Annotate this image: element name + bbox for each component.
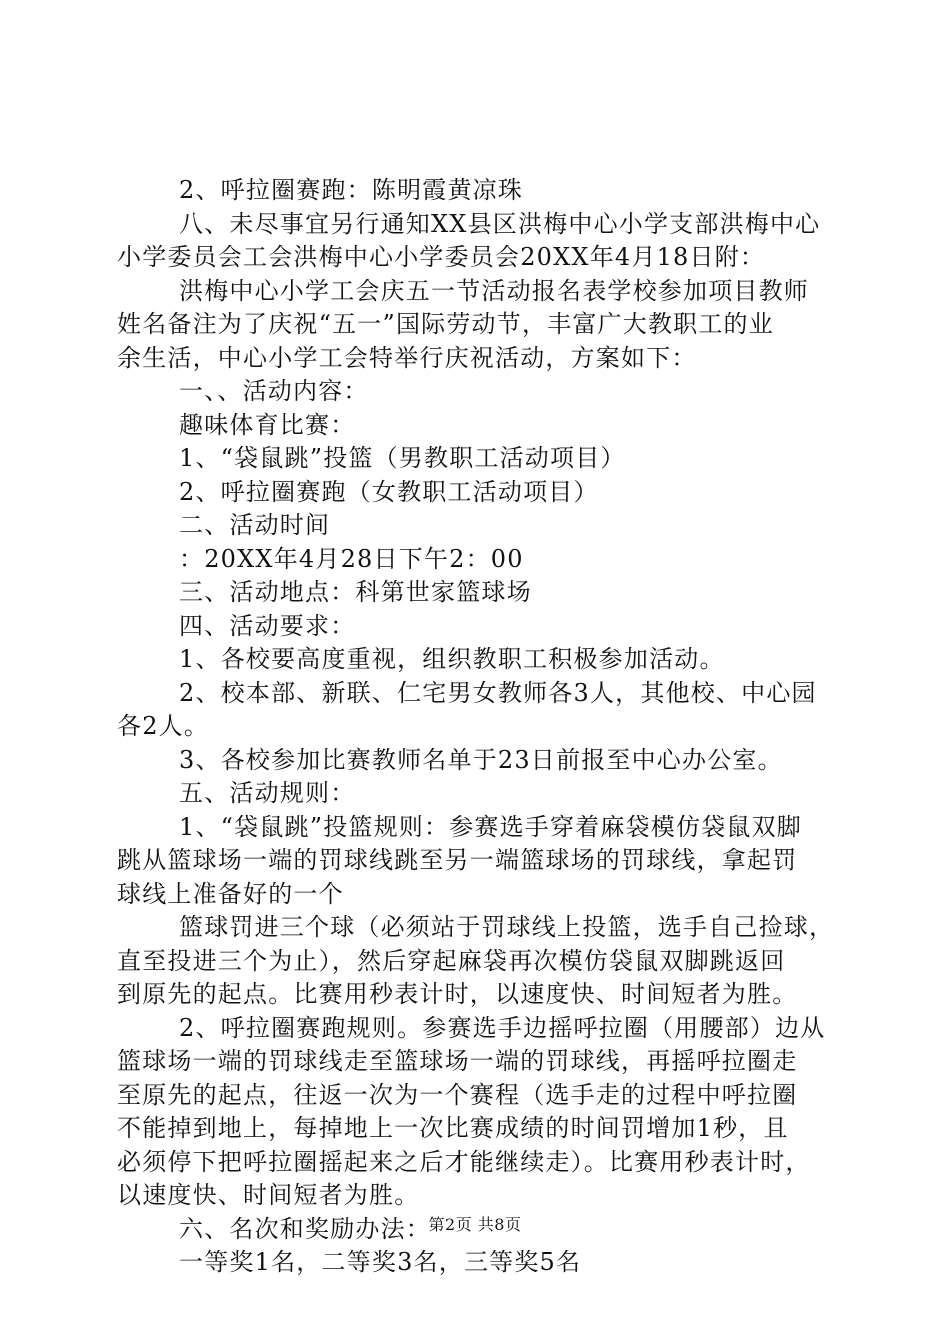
paragraph-line: 各2人。 <box>117 712 210 740</box>
paragraph-line: ：20XX年4月28日下午2：00 <box>179 544 524 573</box>
paragraph-line: 不能掉到地上，每掉地上一次比赛成绩的时间罚增加1秒，且 <box>117 1114 789 1142</box>
paragraph-line: 2、呼拉圈赛跑：陈明霞黄凉珠 <box>179 176 524 204</box>
paragraph-line: 2、呼拉圈赛跑（女教职工活动项目） <box>179 477 599 506</box>
paragraph-line: 余生活，中心小学工会特举行庆祝活动，方案如下： <box>117 343 697 372</box>
paragraph-line: 五、活动规则： <box>179 779 356 807</box>
paragraph-line: 至原先的起点，往返一次为一个赛程（选手走的过程中呼拉圈 <box>117 1080 798 1109</box>
paragraph-line: 八、未尽事宜另行通知XX县区洪梅中心小学支部洪梅中心 <box>179 209 821 238</box>
paragraph-line: 篮球罚进三个球（必须站于罚球线上投篮，选手自己捡球， <box>179 913 835 941</box>
paragraph-line: 球线上准备好的一个 <box>117 879 344 908</box>
paragraph-line: 一、、活动内容： <box>179 377 369 405</box>
paragraph-line: 四、活动要求： <box>179 611 356 640</box>
page-number-footer: 第2页 共8页 <box>428 1215 522 1234</box>
paragraph-line: 二、活动时间 <box>179 511 331 539</box>
paragraph-line: 1、各校要高度重视，组织教职工积极参加活动。 <box>179 645 725 673</box>
paragraph-line: 必须停下把呼拉圈摇起来之后才能继续走）。比赛用秒表计时， <box>117 1147 811 1176</box>
paragraph-line: 到原先的起点。比赛用秒表计时，以速度快、时间短者为胜。 <box>117 980 798 1008</box>
paragraph-line: 2、校本部、新联、仁宅男女教师各3人，其他校、中心园 <box>179 678 817 707</box>
paragraph-line: 篮球场一端的罚球线走至篮球场一端的罚球线，再摇呼拉圈走 <box>117 1047 798 1075</box>
paragraph-line: 1、“袋鼠跳”投篮（男教职工活动项目） <box>179 444 626 472</box>
paragraph-line: 1、“袋鼠跳”投篮规则：参赛选手穿着麻袋模仿袋鼠双脚 <box>179 812 803 841</box>
document-body <box>117 174 833 1280</box>
paragraph-line: 小学委员会工会洪梅中心小学委员会20XX年4月18日附： <box>117 243 766 271</box>
paragraph-line: 直至投进三个为止），然后穿起麻袋再次模仿袋鼠双脚跳返回 <box>117 946 786 975</box>
paragraph-line: 趣味体育比赛： <box>179 410 356 439</box>
paragraph-line: 跳从篮球场一端的罚球线跳至另一端篮球场的罚球线，拿起罚 <box>117 846 798 874</box>
paragraph-line: 3、各校参加比赛教师名单于23日前报至中心办公室。 <box>179 745 783 774</box>
paragraph-line: 一等奖1名，二等奖3名，三等奖5名 <box>179 1248 582 1276</box>
paragraph-line: 2、呼拉圈赛跑规则。参赛选手边摇呼拉圈（用腰部）边从 <box>179 1013 826 1042</box>
paragraph-line: 以速度快、时间短者为胜。 <box>117 1181 420 1209</box>
paragraph-line: 六、名次和奖励办法： <box>179 1214 431 1243</box>
paragraph-line: 姓名备注为了庆祝“五一”国际劳动节，丰富广大教职工的业 <box>117 310 774 338</box>
paragraph-line: 洪梅中心小学工会庆五一节活动报名表学校参加项目教师 <box>179 276 809 305</box>
paragraph-line: 三、活动地点：科第世家篮球场 <box>179 578 532 606</box>
